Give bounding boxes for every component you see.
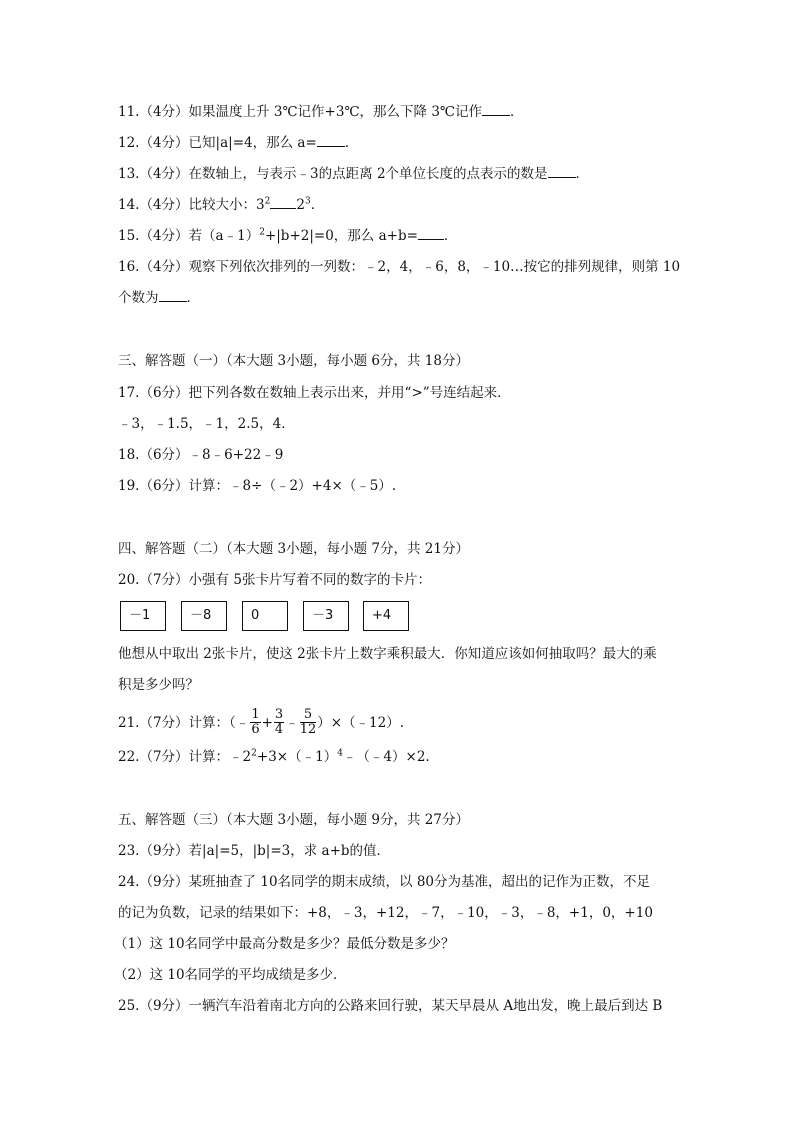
answer-blank <box>317 134 345 147</box>
fraction: $\frac{3}{4}$ <box>274 707 284 737</box>
answer-blank <box>270 196 296 209</box>
number-card: －3 <box>303 601 349 631</box>
number-card: 0 <box>242 601 288 631</box>
question-18: 18.（6分）﹣8﹣6+22﹣9 <box>118 447 284 463</box>
question-24-line2: 的记为负数，记录的结果如下：+8，﹣3，+12，﹣7，﹣10，﹣3，﹣8，+1，0，+10 <box>118 905 653 921</box>
answer-blank <box>548 165 576 178</box>
question-17-numbers: ﹣3，﹣1.5，﹣1，2.5，4． <box>118 416 295 432</box>
number-card: +4 <box>363 601 409 631</box>
question-25: 25.（9分）一辆汽车沿着南北方向的公路来回行驶，某天早晨从 A地出发，晚上最后到达 B <box>118 998 663 1014</box>
answer-blank <box>159 289 187 302</box>
question-22: 22.（7分）计算：$﹣2^2+3\times(﹣1)^4﹣(﹣4)\times 2$. <box>118 748 430 765</box>
question-17: 17.（6分）把下列各数在数轴上表示出来，并用“>”号连结起来． <box>118 385 511 401</box>
answer-blank <box>418 227 444 240</box>
number-card: －8 <box>181 601 227 631</box>
fraction: $\frac{1}{6}$ <box>251 707 260 737</box>
question-24-line1: 24.（9分）某班抽查了 10名同学的期末成绩，以 80分为基准，超出的记作为正数，不足 <box>118 874 650 890</box>
fraction: $\frac{5}{12}$ <box>299 707 317 737</box>
question-19: 19.（6分）计算：﹣8÷（﹣2）+4×（﹣5）. <box>118 478 397 494</box>
question-15-text: 15.（4分）若（a﹣1） <box>118 228 260 244</box>
question-16-line2: 个数为 ． <box>118 290 200 306</box>
question-24-sub1: （1）这 10名同学中最高分数是多少？最低分数是多少？ <box>114 936 455 952</box>
question-12-text: 12.（4分）已知|a|=4，那么 a= <box>118 135 317 151</box>
question-24-sub2: （2）这 10名同学的平均成绩是多少． <box>114 967 347 983</box>
question-16-line1: 16.（4分）观察下列依次排列的一列数：﹣2，4，﹣6，8，﹣10…按它的排列规律，则第 10 <box>118 259 681 275</box>
question-13: 13.（4分）在数轴上，与表示﹣3的点距离 2个单位长度的点表示的数是 ． <box>118 166 590 182</box>
section-5-heading: 五、解答题（三）（本大题 3小题，每小题 9分，共 27分） <box>118 812 469 828</box>
question-20-line2: 他想从中取出 2张卡片，使这 2张卡片上数字乘积最大．你知道应该如何抽取吗？最大的乘 <box>118 646 657 662</box>
question-12: 12.（4分）已知|a|=4，那么 a= ． <box>118 135 359 151</box>
question-21: 21.（7分）计算：（﹣ $\frac{1}{6}$ + $\frac{3}{4}$ ﹣ $\frac{5}{12}$ ）×（﹣12）. <box>118 707 405 737</box>
number-card: －1 <box>120 601 166 631</box>
question-20: 20.（7分）小强有 5张卡片写着不同的数字的卡片： <box>118 572 431 588</box>
answer-blank <box>482 103 510 116</box>
section-3-heading: 三、解答题（一）（本大题 3小题，每小题 6分，共 18分） <box>118 353 469 369</box>
question-14: 14.（4分）比较大小：$3^2$ $2^3$． <box>118 196 325 213</box>
question-20-line3: 积是多少吗？ <box>118 677 199 693</box>
question-11: 11.（4分）如果温度上升 3℃记作+3℃，那么下降 3℃记作 ． <box>118 104 524 120</box>
question-13-text: 13.（4分）在数轴上，与表示﹣3的点距离 2个单位长度的点表示的数是 <box>118 166 548 182</box>
section-4-heading: 四、解答题（二）（本大题 3小题，每小题 7分，共 21分） <box>118 541 469 557</box>
question-11-text: 11.（4分）如果温度上升 3℃记作+3℃，那么下降 3℃记作 <box>118 104 483 120</box>
question-23: 23.（9分）若|a|=5，|b|=3，求 a+b的值． <box>118 843 391 859</box>
question-15: 15.（4分）若（a﹣1）$^2$+|b+2|=0，那么 a+b= ． <box>118 227 458 244</box>
question-14-text: 14.（4分）比较大小：3 <box>118 197 265 213</box>
